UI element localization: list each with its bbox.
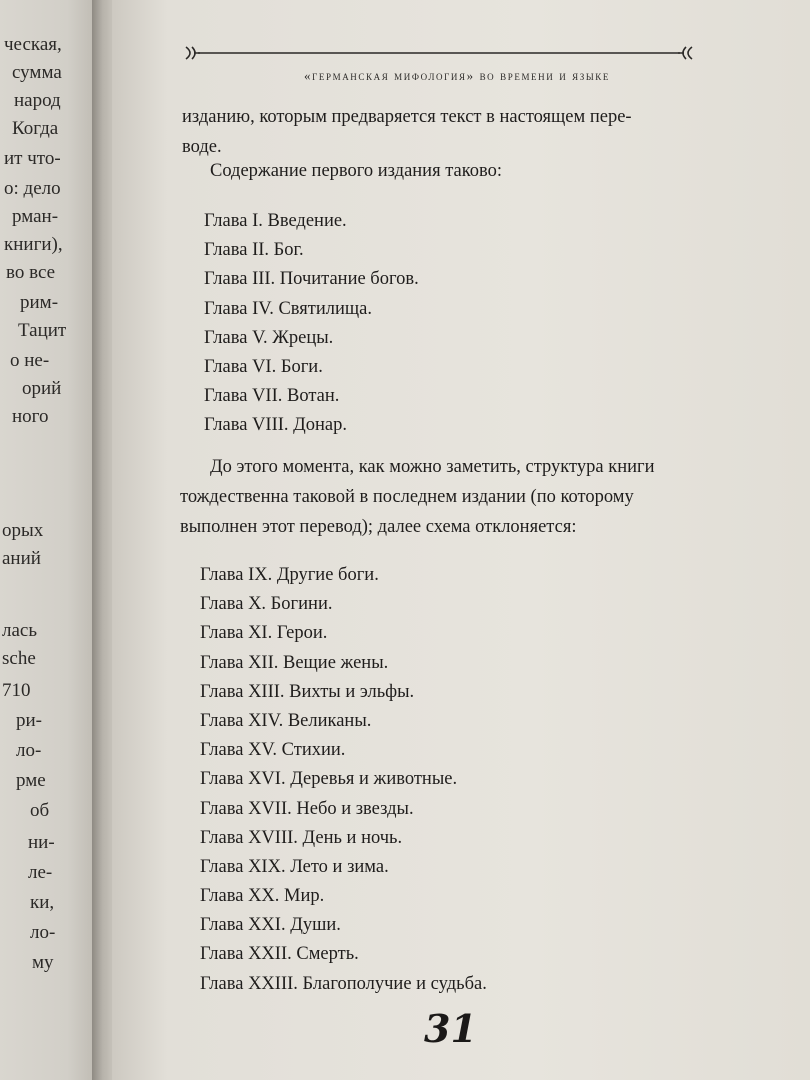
chapter-item: Глава XVIII. День и ночь. (200, 827, 403, 848)
left-page-text-fragment: ки, (30, 892, 55, 913)
left-page-text-fragment: ри- (16, 710, 42, 731)
chapter-item: Глава XV. Стихии. (200, 740, 346, 761)
left-page-text-fragment: орий (22, 378, 62, 399)
left-page-text-fragment: о не- (10, 350, 50, 371)
left-page-text-fragment: рме (16, 770, 46, 791)
left-page-text-fragment: ного (12, 406, 49, 427)
chapter-item: Глава XXII. Смерть. (200, 944, 359, 965)
left-page-text-fragment: ит что- (4, 148, 61, 169)
chapter-item: Глава I. Введение. (204, 211, 347, 231)
chapter-list-continuation (200, 560, 760, 998)
text-line: выполнен этот перевод); далее схема отклоняется: (180, 517, 577, 537)
text-line: изданию, которым предваряется текст в настоящем пере- (182, 107, 632, 127)
structure-paragraph (180, 452, 750, 542)
paragraph-continuation (182, 102, 742, 162)
page-number: 31 (424, 1006, 477, 1051)
chapter-item: Глава IV. Святилища. (204, 298, 372, 319)
left-page-text-fragment: ло- (16, 740, 42, 761)
left-page-text-fragment: му (32, 952, 54, 973)
chapter-item: Глава XVI. Деревья и животные. (200, 769, 458, 790)
chapter-item: Глава XXIII. Благополучие и судьба. (200, 973, 487, 994)
chapter-item: Глава XIII. Вихты и эльфы. (200, 681, 415, 702)
chapter-list-first-edition (204, 206, 764, 440)
header-ornament-rule (184, 44, 694, 62)
left-page-text-fragment: ческая, (4, 34, 62, 55)
chapter-item: Глава XX. Мир. (200, 886, 325, 907)
left-page-text-fragment: лась (2, 620, 38, 641)
text-line: воде. (182, 137, 222, 157)
left-page-text-fragment: об (30, 800, 50, 821)
chapter-item: Глава V. Жрецы. (204, 327, 334, 348)
left-page-text-fragment: рман- (12, 206, 59, 227)
left-page-text-fragment: ле- (28, 862, 53, 883)
running-head: «германская мифология» во времени и языке (303, 68, 610, 83)
chapter-item: Глава IX. Другие боги. (200, 565, 379, 585)
contents-intro: Содержание первого издания таково: (210, 161, 503, 181)
chapter-item: Глава VII. Вотан. (204, 386, 340, 407)
left-page-text-fragment: Когда (12, 118, 59, 139)
chapter-item: Глава II. Бог. (204, 240, 304, 261)
chapter-item: Глава XII. Вещие жены. (200, 652, 389, 673)
chapter-item: Глава III. Почитание богов. (204, 269, 419, 290)
chapter-item: Глава X. Богини. (200, 594, 333, 615)
chapter-item: Глава VI. Боги. (204, 356, 323, 377)
left-page-text-fragment: аний (2, 548, 41, 569)
left-page-text-fragment: Тацит (18, 320, 67, 341)
left-page-text-fragment: сумма (12, 62, 62, 83)
left-page-text-fragment: во все (6, 262, 56, 283)
chapter-item: Глава VIII. Донар. (204, 415, 348, 436)
left-page-text-fragment: народ (14, 90, 61, 111)
left-page-text-fragment: sche (2, 648, 36, 669)
chapter-item: Глава XVII. Небо и звезды. (200, 798, 414, 819)
chapter-item: Глава XI. Герои. (200, 623, 328, 644)
left-page-text-fragment: орых (2, 520, 44, 541)
left-page-text-fragment: рим- (20, 292, 59, 313)
chapter-item: Глава XXI. Души. (200, 915, 341, 936)
right-page (112, 0, 810, 1080)
text-line: тождественна таковой в последнем издании (по которому (180, 487, 634, 507)
left-page-text-fragment: о: дело (4, 178, 61, 199)
left-page-text-fragment: книги), (4, 234, 63, 255)
left-facing-page (0, 0, 96, 1080)
chapter-item: Глава XIV. Великаны. (200, 710, 372, 731)
chapter-item: Глава XIX. Лето и зима. (200, 856, 389, 877)
left-page-text-fragment: ло- (30, 922, 56, 943)
left-page-text-fragment: 710 (2, 680, 31, 701)
text-line: До этого момента, как можно заметить, структура книги (210, 457, 655, 477)
left-page-text-fragment: ни- (28, 832, 55, 853)
